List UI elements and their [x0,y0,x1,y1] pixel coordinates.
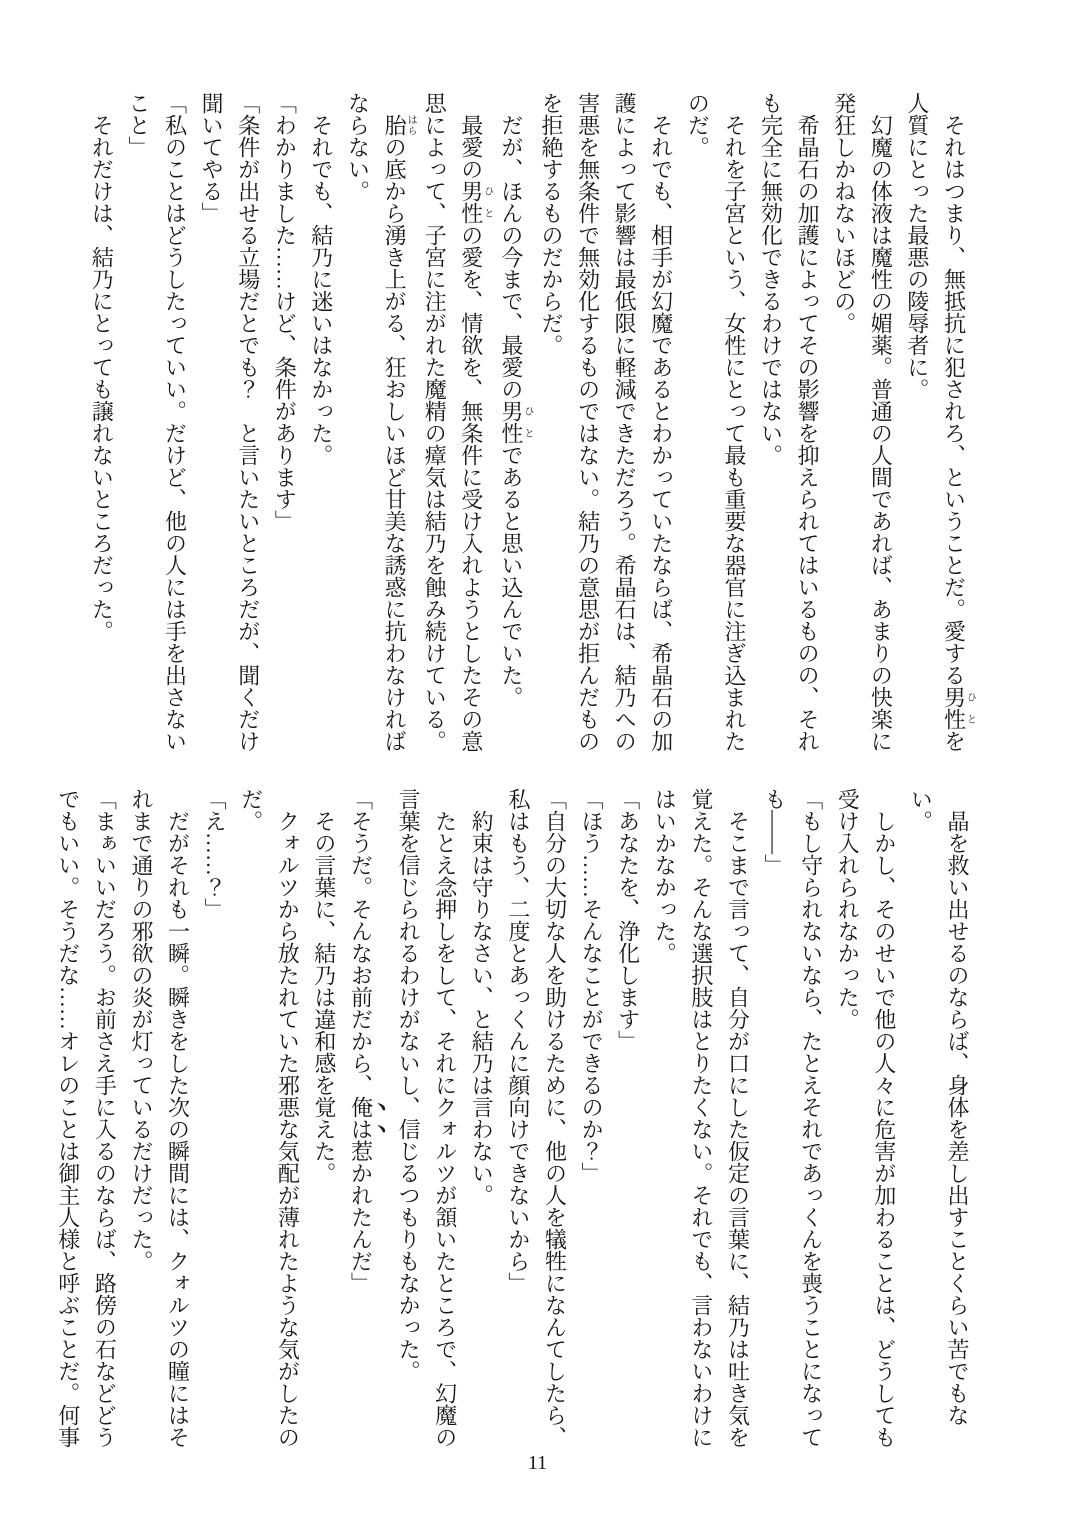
text-line: 「条件が出せる立場だとでも？ と言いたいところだが、聞くだけ [235,92,261,752]
text-line: 受け入れられなかった。 [835,788,861,1030]
text-line: それでも、結乃に迷いはなかった。 [308,114,334,466]
text-line: それはつまり、無抵抗に犯されろ、ということだ。愛する男性ひとを [941,114,976,752]
text-line: 約束は守りなさい、と結乃は言わない。 [469,810,495,1206]
text-line: 晶を救い出せるのならば、身体を差し出すことくらい苦でもない。 [908,788,970,1426]
text-line: を拒絶するものだからだ。 [538,92,564,356]
text-line: 害悪を無条件で無効化するものではない。結乃の意思が拒んだもの [575,92,601,752]
text-line: 「え……？」 [202,788,228,920]
text-line: 私はもう、二度とあっくんに顔向けできないから」 [505,788,531,1294]
upper-text-block [89,92,976,760]
text-line: 覚えた。そんな選択肢はとりたくない。それでも、言わないわけに [688,788,714,1448]
text-line: でもいい。そうだな……オレのことは御主人様と呼ぶことだ。何事 [55,788,81,1448]
text-line: 「わかりました……けど、条件があります」 [272,92,298,532]
text-line: も完全に無効化できるわけではない。 [758,92,784,466]
text-line: ならない。 [345,92,371,202]
text-line: 希晶石の加護によってその影響を抑えられてはいるものの、それ [795,114,821,752]
text-line: 「もし守られないなら、たとえそれであっくんを喪うことになって [798,788,824,1448]
text-line: 発狂しかねないほどの。 [831,92,857,334]
text-line: 「まぁいいだろう。お前さえ手に入るのならば、路傍の石などどう [92,788,118,1448]
page-number: 11 [527,1452,548,1474]
text-line: のだ。 [685,92,711,158]
text-line: 「あなたを、浄化します」 [615,788,641,1052]
lower-text-block [55,788,975,1456]
text-line: そこまで言って、自分が口にした仮定の言葉に、結乃は吐き気を [725,810,751,1448]
text-line: 「ほう……そんなことができるのか？」 [579,788,605,1184]
text-line: 幻魔の体液は魔性の媚薬。普通の人間であれば、あまりの快楽に [868,114,894,752]
text-line: 護によって影響は最低限に軽減できただろう。希晶石は、結乃への [612,92,638,752]
text-line: も――」 [762,788,788,876]
text-line: 「私のことはどうしたっていい。だけど、他の人には手を出さない [162,92,188,752]
text-line: こと」 [125,92,151,158]
text-line: しかし、そのせいで他の人々に危害が加わることは、どうしても [871,810,897,1448]
text-line: はいかなかった。 [652,788,678,964]
text-line: だが、ほんの今まで、最愛の男性ひとであると思い込んでいた。 [498,114,533,708]
text-line: それを子宮という、女性にとって最も重要な器官に注ぎ込まれた [721,114,747,752]
text-line: 人質にとった最悪の陵辱者に。 [904,92,930,400]
text-line: たとえ念押しをして、それにクォルツが頷いたところで、幻魔の [432,810,458,1448]
text-line: クォルツから放たれていた邪悪な気配が薄れたような気がしたの [275,810,301,1448]
text-line: 「そうだ。そんなお前だから、俺は惹かれたんだ」 [348,788,374,1294]
text-line: 「自分の大切な人を助けるために、他の人を犠牲になんてしたら、 [542,788,568,1448]
text-line: 最愛の男性ひとの愛を、情欲を、無条件に受け入れようとしたその意 [458,114,493,752]
text-line: それでも、相手が幻魔であるとわかっていたならば、希晶石の加 [648,114,674,752]
text-line: その言葉に、結乃は違和感を覚えた。 [311,810,337,1184]
text-line: だがそれも一瞬。瞬きをした次の瞬間には、クォルツの瞳にはそ [165,810,191,1448]
text-line: 思によって、子宮に注がれた魔精の瘴気は結乃を蝕み続けている。 [422,92,448,752]
text-line: れまで通りの邪欲の炎が灯っているだけだった。 [128,788,154,1272]
text-line: 胎はらの底から湧き上がる、狂おしいほど甘美な誘惑に抗わなければ [382,114,417,752]
text-line: 聞いてやる」 [199,92,225,224]
text-line: 言葉を信じられるわけがないし、信じるつもりもなかった。 [396,788,422,1382]
text-line: それだけは、結乃にとっても譲れないところだった。 [89,114,115,642]
text-line: だ。 [238,788,264,832]
